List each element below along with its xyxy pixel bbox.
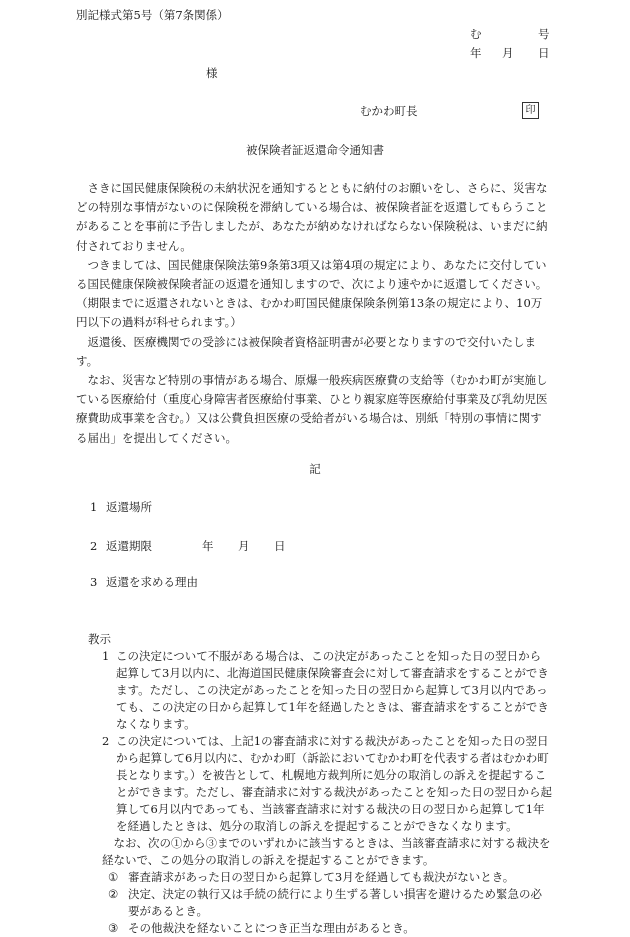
notice-subitem-text: その他裁決を経ないことにつき正当な理由があるとき。 (128, 921, 415, 935)
form-number: 別記様式第5号（第7条関係） (76, 8, 229, 22)
issue-date (470, 44, 550, 63)
item-return-deadline (90, 537, 286, 556)
issue-date-day: 日 (538, 46, 550, 60)
deadline-year: 年 (202, 539, 214, 553)
notice-item (88, 733, 552, 835)
notice-subitem-number: ① (108, 870, 119, 884)
seal-stamp (522, 102, 539, 119)
notice-subitem-text: 決定、決定の執行又は手続の続行により生ずる著しい損害を避けるため緊急の必要があるとき。 (128, 887, 542, 918)
body-paragraph: つきましては、国民健康保険法第9条第3項又は第4項の規定により、あなたに交付している国民健康保険被保険者証の返還を通知しますので、次により速やかに返還してください。（期限までに返還されないときは、むかわ町国民健康保険条例第13条の規定により、10万円以下の過料が科せられます。） (76, 257, 548, 330)
notice-subitem-number: ② (108, 887, 119, 901)
body-paragraph: さきに国民健康保険税の未納状況を通知するとともに納付のお願いをし、さらに、災害などの特別な事情がないのに保険税を滞納している場合は、被保険者証を返還してもらうことがあることを事前に予告しましたが、あなたが納めなければならない保険税は、いまだに納付されておりません。 (76, 181, 548, 253)
body-text (76, 179, 552, 448)
document-number (470, 25, 550, 44)
item-label: 返還場所 (106, 500, 152, 514)
notice-item-number: 2 (102, 734, 110, 748)
notice-item-text: この決定について不服がある場合は、この決定があったことを知った日の翌日から起算して3月以内に、北海道国民健康保険審査会に対して審査請求をすることができます。ただし、この決定があったことを知った日の翌日から起算して3月以内であっても、この決定の日から起算して1年を経過したときは、審査請求をすることができなくなります。 (116, 649, 549, 731)
issue-date-year: 年 (470, 46, 482, 60)
notice-subitem-number: ③ (108, 921, 119, 935)
ki-heading: 記 (309, 462, 321, 476)
issuer-name: むかわ町長 (360, 104, 418, 118)
notice-subitem-text: 審査請求があった日の翌日から起算して3月を経過しても裁決がないとき。 (128, 870, 515, 884)
notice-subitem (88, 869, 552, 886)
item-number: 3 (90, 575, 98, 589)
item-label: 返還を求める理由 (106, 575, 198, 589)
addressee-suffix: 様 (206, 66, 218, 80)
doc-number-suffix: 号 (538, 27, 550, 41)
issue-date-month: 月 (502, 46, 514, 60)
deadline-month: 月 (238, 539, 250, 553)
item-return-reason (90, 573, 198, 592)
notice-item-text: この決定については、上記1の審査請求に対する裁決があったことを知った日の翌日から起算して6月以内に、むかわ町（訴訟においてむかわ町を代表する者はむかわ町長となります。）を被告として、札幌地方裁判所に処分の取消しの訴えを提起することができます。ただし、審査請求に対する裁決があったことを知った日の翌日から起算して6月以内であっても、当該審査請求に対する裁決の日の翌日から起算して1年を経過したときは、処分の取消しの訴えを提起することができなくなります。 (116, 734, 552, 833)
document-title: 被保険者証返還命令通知書 (246, 143, 384, 157)
notice-heading: 教示 (88, 632, 111, 646)
notice-item (88, 648, 552, 733)
doc-number-prefix: む (470, 27, 482, 41)
body-paragraph: 返還後、医療機関での受診には被保険者資格証明書が必要となりますので交付いたします。 (76, 334, 536, 368)
seal-char: 印 (525, 105, 536, 116)
item-number: 2 (90, 539, 98, 553)
item-label: 返還期限 (106, 539, 152, 553)
deadline-day: 日 (274, 539, 286, 553)
item-return-place (90, 498, 152, 517)
item-number: 1 (90, 500, 98, 514)
notice-note: なお、次の①から③までのいずれかに該当するときは、当該審査請求に対する裁決を経ないで、この処分の取消しの訴えを提起することができます。 (102, 836, 551, 867)
notice-item-number: 1 (102, 649, 110, 663)
body-paragraph: なお、災害など特別の事情がある場合、原爆一般疾病医療費の支給等（むかわ町が実施している医療給付（重度心身障害者医療給付事業、ひとり親家庭等医療給付事業及び乳幼児医療費助成事業を含む。）又は公費負担医療の受給者がいる場合は、別紙「特別の事情に関する届出」を提出してください。 (76, 373, 548, 445)
notice-section (88, 648, 552, 937)
notice-subitem (88, 920, 552, 937)
